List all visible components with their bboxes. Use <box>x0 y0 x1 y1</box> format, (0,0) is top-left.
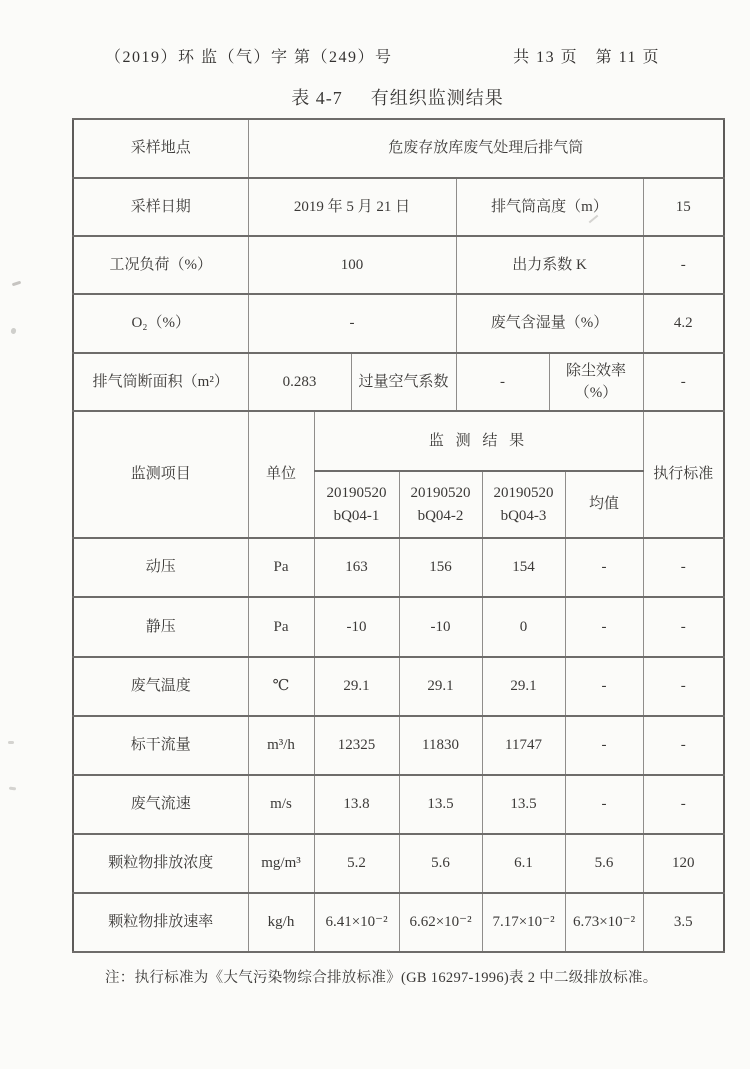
cross-section-label-cell: 排气筒断面积（m²） <box>73 353 248 411</box>
row-cross-section <box>73 353 724 411</box>
document-number: （2019）环 监（气）字 第（249）号 <box>105 49 393 66</box>
monitor-row <box>73 538 724 597</box>
monitor-value-cell: 13.5 <box>482 775 565 834</box>
monitor-item-cell: 废气温度 <box>73 657 248 716</box>
monitor-value-cell: 6.41×10⁻² <box>314 893 399 952</box>
monitor-value-cell: 156 <box>399 538 482 597</box>
monitor-standard-cell: 120 <box>643 834 724 893</box>
oxygen-value-cell: - <box>248 294 456 353</box>
monitoring-results-table <box>72 118 725 953</box>
stack-height-label-cell: 排气筒高度（m） <box>456 178 643 236</box>
standard-header-cell: 执行标准 <box>643 411 724 538</box>
monitor-value-cell: 0 <box>482 597 565 657</box>
monitor-row <box>73 775 724 834</box>
monitor-standard-cell: - <box>643 775 724 834</box>
excess-air-value-cell: - <box>456 353 549 411</box>
monitor-value-cell: 13.5 <box>399 775 482 834</box>
moisture-label-cell: 废气含湿量（%） <box>456 294 643 353</box>
monitor-item-cell: 废气流速 <box>73 775 248 834</box>
monitor-row <box>73 893 724 952</box>
monitor-standard-cell: 3.5 <box>643 893 724 952</box>
sampling-date-value-cell: 2019 年 5 月 21 日 <box>248 178 456 236</box>
dust-removal-value-cell: - <box>643 353 724 411</box>
monitor-average-cell: - <box>565 597 643 657</box>
monitor-row <box>73 657 724 716</box>
sample-id-cell-2: 20190520 bQ04-2 <box>399 471 482 538</box>
results-header-cell: 监 测 结 果 <box>314 411 643 471</box>
table-number: 表 4-7 <box>291 88 343 108</box>
monitor-average-cell: - <box>565 716 643 775</box>
output-factor-value-cell: - <box>643 236 724 294</box>
monitor-value-cell: -10 <box>399 597 482 657</box>
document-header <box>105 44 660 67</box>
monitor-standard-cell: - <box>643 716 724 775</box>
monitor-value-cell: 7.17×10⁻² <box>482 893 565 952</box>
monitor-standard-cell: - <box>643 538 724 597</box>
cross-section-value-cell: 0.283 <box>248 353 351 411</box>
monitor-unit-cell: m/s <box>248 775 314 834</box>
average-header-cell: 均值 <box>565 471 643 538</box>
monitor-item-cell: 静压 <box>73 597 248 657</box>
monitor-unit-cell: m³/h <box>248 716 314 775</box>
scan-artifact <box>8 741 14 744</box>
sampling-site-label-cell: 采样地点 <box>73 119 248 178</box>
table-title <box>72 84 723 110</box>
monitor-item-cell: 颗粒物排放速率 <box>73 893 248 952</box>
monitor-value-cell: 29.1 <box>482 657 565 716</box>
row-load <box>73 236 724 294</box>
monitor-unit-cell: kg/h <box>248 893 314 952</box>
monitor-value-cell: 11747 <box>482 716 565 775</box>
sample-id-cell-1: 20190520 bQ04-1 <box>314 471 399 538</box>
monitor-item-header-cell: 监测项目 <box>73 411 248 538</box>
monitor-item-cell: 颗粒物排放浓度 <box>73 834 248 893</box>
monitor-average-cell: - <box>565 775 643 834</box>
monitor-value-cell: 6.62×10⁻² <box>399 893 482 952</box>
scan-artifact <box>11 328 17 335</box>
monitor-unit-cell: ℃ <box>248 657 314 716</box>
row-sampling-site <box>73 119 724 178</box>
monitor-average-cell: - <box>565 657 643 716</box>
load-label-cell: 工况负荷（%） <box>73 236 248 294</box>
monitor-standard-cell: - <box>643 657 724 716</box>
monitor-value-cell: 29.1 <box>314 657 399 716</box>
sampling-site-value-cell: 危废存放库废气处理后排气筒 <box>248 119 724 178</box>
unit-header-cell: 单位 <box>248 411 314 538</box>
page-indicator: 共 13 页 第 11 页 <box>513 49 660 66</box>
excess-air-label-cell: 过量空气系数 <box>351 353 456 411</box>
oxygen-label-cell: O₂（%） <box>73 294 248 353</box>
row-oxygen <box>73 294 724 353</box>
monitor-value-cell: 5.2 <box>314 834 399 893</box>
monitor-row <box>73 597 724 657</box>
row-monitor-header-top <box>73 411 724 471</box>
output-factor-label-cell: 出力系数 K <box>456 236 643 294</box>
monitor-value-cell: 13.8 <box>314 775 399 834</box>
monitor-item-cell: 标干流量 <box>73 716 248 775</box>
monitor-average-cell: - <box>565 538 643 597</box>
load-value-cell: 100 <box>248 236 456 294</box>
monitor-average-cell: 6.73×10⁻² <box>565 893 643 952</box>
monitor-standard-cell: - <box>643 597 724 657</box>
monitor-value-cell: 29.1 <box>399 657 482 716</box>
row-sampling-date <box>73 178 724 236</box>
monitor-unit-cell: Pa <box>248 538 314 597</box>
monitor-value-cell: 5.6 <box>399 834 482 893</box>
sampling-date-label-cell: 采样日期 <box>73 178 248 236</box>
monitor-row <box>73 834 724 893</box>
dust-removal-label-cell: 除尘效率（%） <box>549 353 643 411</box>
table-caption: 有组织监测结果 <box>370 88 504 108</box>
monitor-value-cell: -10 <box>314 597 399 657</box>
monitor-value-cell: 6.1 <box>482 834 565 893</box>
monitor-average-cell: 5.6 <box>565 834 643 893</box>
monitor-unit-cell: mg/m³ <box>248 834 314 893</box>
moisture-value-cell: 4.2 <box>643 294 724 353</box>
scan-artifact <box>12 281 21 287</box>
monitor-item-cell: 动压 <box>73 538 248 597</box>
monitor-row <box>73 716 724 775</box>
footnote: 注：执行标准为《大气污染物综合排放标准》(GB 16297-1996)表 2 中二级排放标准。 <box>105 970 658 986</box>
stack-height-value-cell: 15 <box>643 178 724 236</box>
monitor-value-cell: 11830 <box>399 716 482 775</box>
monitor-value-cell: 154 <box>482 538 565 597</box>
monitor-value-cell: 163 <box>314 538 399 597</box>
monitor-value-cell: 12325 <box>314 716 399 775</box>
sample-id-cell-3: 20190520 bQ04-3 <box>482 471 565 538</box>
scan-artifact <box>9 787 16 791</box>
monitor-unit-cell: Pa <box>248 597 314 657</box>
